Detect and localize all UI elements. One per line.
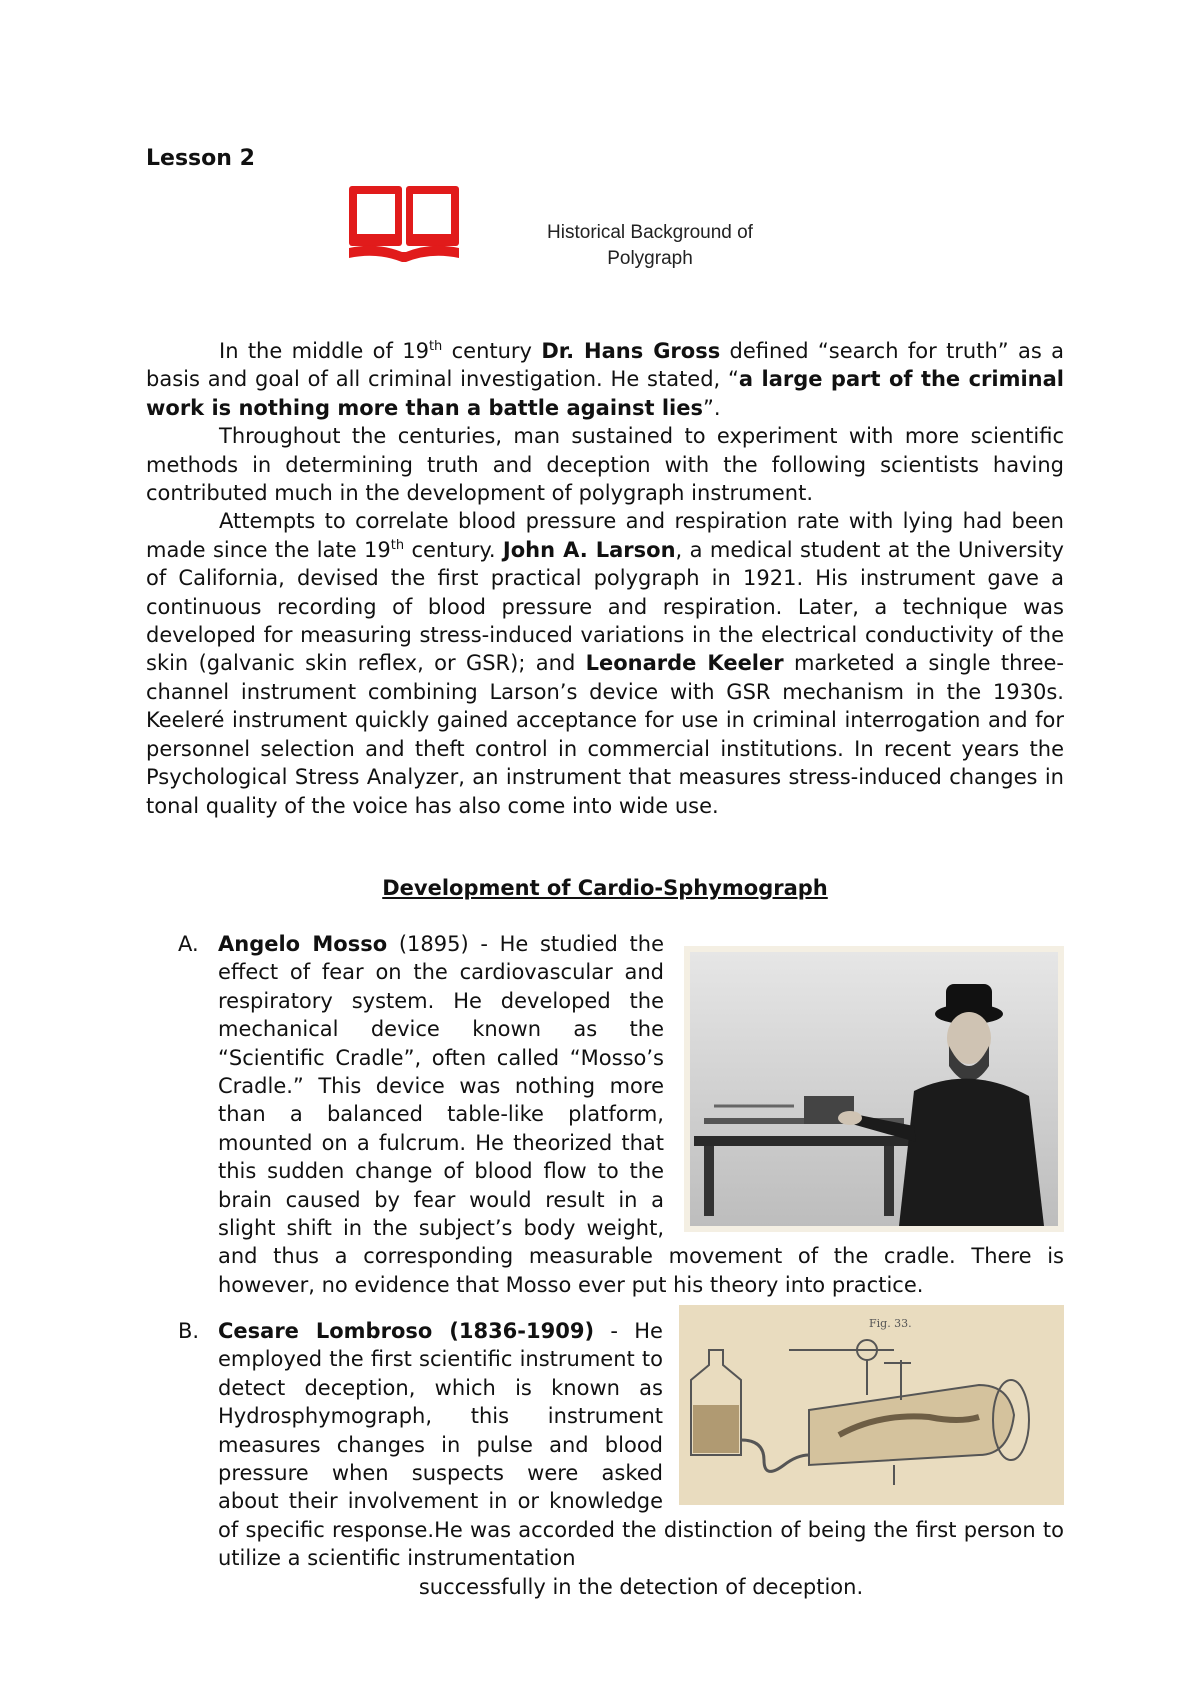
intro-section <box>146 337 1064 820</box>
section-heading: Development of Cardio-Sphymograph <box>382 876 828 900</box>
lombroso-description: He employed the first scientific instrument to detect deception, which is known as Hydrosphymograph, this instrument measures changes in pulse and blood pressure when suspects were asked about their involvement in or knowledge of specific response.He was accorded the distinction of being the first person to utilize a scientific instrumentation <box>218 1319 1064 1571</box>
larson-name: John A. Larson <box>502 537 676 562</box>
gross-quote: a large part of the criminal work is nothing more than a battle against lies <box>146 367 1064 420</box>
intro-paragraph-1: In the middle of 19th century Dr. Hans Gross defined “search for truth” as a basis and goal of all criminal investigation. He stated, “a large part of the criminal work is nothing more than a battle against lies”. <box>146 339 1064 420</box>
hydrosphymograph-figure <box>679 1305 1064 1505</box>
title-line-2: Polygraph <box>607 248 693 269</box>
title-line-1: Historical Background of <box>547 222 753 243</box>
mosso-description: He studied the effect of fear on the cardiovascular and respiratory system. He developed the mechanical device known as the “Scientific Cradle”, often called “Mosso’s Cradle.” This device was nothing more than a balanced table-like platform, mounted on a fulcrum. He theorized that this sudden change of blood flow to the brain caused by fear would result in a slight shift in the subject’s body weight, and thus a corresponding measurable movement of the cradle. There is however, no evidence that Mosso ever put his theory into practice. <box>218 932 1064 1297</box>
lesson-label: Lesson 2 <box>146 146 255 171</box>
mosso-name: Angelo Mosso <box>218 932 388 956</box>
list-item-letter: B. <box>178 1319 200 1343</box>
mosso-photo <box>684 946 1064 1232</box>
list-item: B. Fig. 33. Cesare Lombroso (1836-1909) - He employed the first scientific instrument to detect deception, which is known as Hydrosphymograph, this instrument measures changes in pulse and blood pressure when suspects were asked about their involvement in or knowledge of specific response.He was accorded the distinction of being the first person to utilize a scientific instrumentation successfully in the detection of deception. <box>146 1317 1064 1601</box>
list-item: A. Angelo Mosso (1895) - He studied the effect of fear on the cardiovascular and respiratory system. He developed the mechanical device known as the “Scientific Cradle”, often called “Mosso’s Cradle.” This device was nothing more than a balanced table-like platform, mounted on a fulcrum. He theorized that this sudden change of blood flow to the brain caused by fear would result in a slight shift in the subject’s body weight, and thus a corresponding measurable movement of the cradle. There is however, no evidence that Mosso ever put his theory into practice. <box>178 932 1064 1297</box>
document-title <box>500 220 800 272</box>
hans-gross-name: Dr. Hans Gross <box>541 339 721 363</box>
lombroso-name: Cesare Lombroso (1836-1909) <box>218 1319 595 1343</box>
lombroso-last-line: successfully in the detection of deception. <box>418 1574 864 1599</box>
open-book-icon <box>349 186 459 266</box>
list-item-letter: A. <box>178 932 199 956</box>
intro-paragraph-2: Throughout the centuries, man sustained to experiment with more scientific methods in determining truth and deception with the following scientists having contributed much in the development of polygraph instrument. <box>146 424 1064 506</box>
figure-label: Fig. 33. <box>869 1317 912 1330</box>
intro-paragraph-3: Attempts to correlate blood pressure and respiration rate with lying had been made since the late 19th century. John A. Larson, a medical student at the University of California, devised the first practical polygraph in 1921. His instrument gave a continuous recording of blood pressure and respiration. Later, a technique was developed for measuring stress-induced variations in the electrical conductivity of the skin (galvanic skin reflex, or GSR); and Leonarde Keeler marketed a single three-channel instrument combining Larson’s device with GSR mechanism in the 1930s. Keeleré instrument quickly gained acceptance for use in criminal interrogation and for personnel selection and theft control in commercial institutions. In recent years the Psychological Stress Analyzer, an instrument that measures stress-induced changes in tonal quality of the voice has also come into wide use. <box>146 509 1064 818</box>
keeler-name: Leonarde Keeler <box>585 651 784 676</box>
